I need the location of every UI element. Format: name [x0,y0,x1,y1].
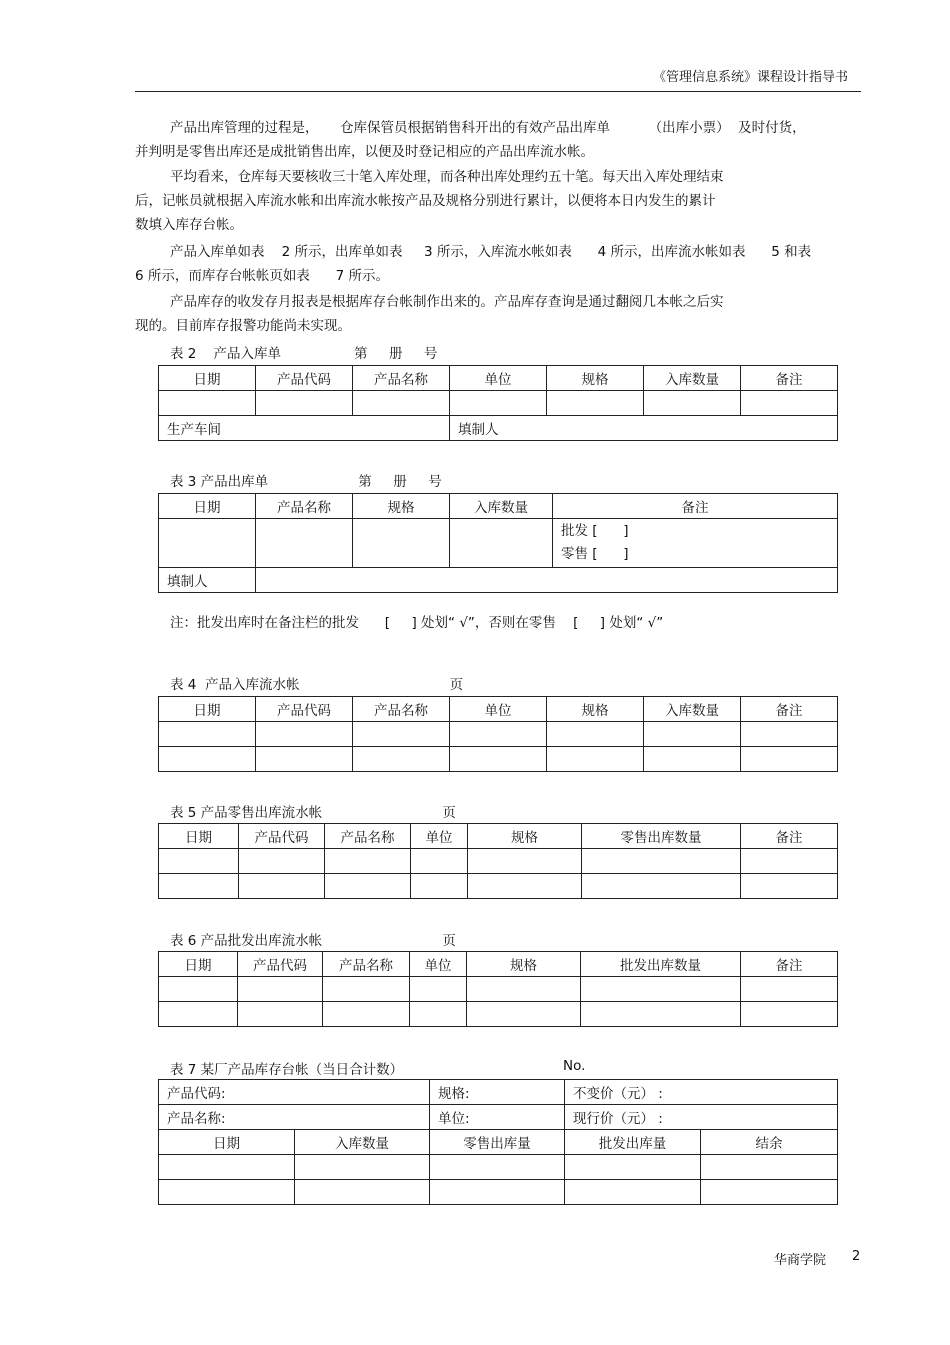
paragraph-line: 并判明是零售出库还是成批销售出库，以便及时登记相应的产品出库流水帐。 [135,144,594,160]
footer-school: 华商学院 [774,1253,827,1268]
table4-header: 规格 [547,697,644,722]
table3-header: 日期 [159,494,256,519]
table5-header: 日期 [159,824,239,849]
paragraph-line: 产品入库单如表 2 所示，出库单如表 3 所示，入库流水帐如表 4 所示，出库流水帐如表 5 和表 [170,244,812,260]
table6-header: 规格 [467,952,581,977]
table2-footer-preparer: 填制人 [450,416,838,441]
table5-header: 单位 [411,824,468,849]
table7-caption: 表 7 某厂产品库存台帐（当日合计数） [170,1062,404,1078]
table2-header: 日期 [159,366,256,391]
paragraph-line: 产品库存的收发存月报表是根据库存台帐制作出来的。产品库存查询是通过翻阅几本帐之后实 [170,294,724,310]
table7-number-label: No. [563,1058,586,1074]
table6-header: 单位 [410,952,467,977]
paragraph-line: 产品出库管理的过程是， 仓库保管员根据销售科开出的有效产品出库单 （出库小票） 及时付货， [170,120,806,136]
table7-header: 批发出库量 [565,1130,701,1155]
table4-header: 单位 [450,697,547,722]
table6-header: 产品名称 [323,952,410,977]
table5-header: 产品代码 [239,824,325,849]
table6-header: 产品代码 [238,952,323,977]
table2 [158,365,838,441]
product-code-field: 产品代码: [159,1080,430,1105]
page-number: 2 [852,1249,861,1264]
table2-header: 入库数量 [644,366,741,391]
table5-caption: 表 5 产品零售出库流水帐 页 [170,805,456,821]
table6-caption: 表 6 产品批发出库流水帐 页 [170,933,456,949]
table3-caption: 表 3 产品出库单 第 册 号 [170,474,442,490]
paragraph-3 [135,240,861,288]
table6 [158,951,838,1027]
table-row [159,519,838,568]
table-row [159,874,838,899]
table2-header: 产品代码 [256,366,353,391]
table7-header: 结余 [701,1130,838,1155]
table7-header: 零售出库量 [430,1130,565,1155]
table3-remark-cell [553,519,838,568]
header-rule [135,91,861,92]
paragraph-line: 现的。目前库存报警功能尚未实现。 [135,318,351,334]
table2-header: 单位 [450,366,547,391]
table2-caption: 表 2 产品入库单 第 册 号 [170,346,438,362]
table7 [158,1079,838,1205]
table5-header: 产品名称 [325,824,411,849]
table3-note: 注：批发出库时在备注栏的批发 [ ] 处划“ √”，否则在零售 [ ] 处划“ √” [170,615,664,631]
unit-field: 单位: [430,1105,565,1130]
paragraph-line: 6 所示，而库存台帐帐页如表 7 所示。 [135,268,390,284]
table5 [158,823,838,899]
current-price-field: 现行价（元） : [565,1105,838,1130]
product-name-field: 产品名称: [159,1105,430,1130]
table-row [159,722,838,747]
table3-header: 备注 [553,494,838,519]
header-title: 《管理信息系统》课程设计指导书 [652,70,848,85]
table4-header: 日期 [159,697,256,722]
table3-header: 入库数量 [450,494,553,519]
fixed-price-field: 不变价（元） : [565,1080,838,1105]
retail-checkbox-label: 零售 [ ] [561,546,629,562]
table7-header: 日期 [159,1130,295,1155]
paragraph-1 [135,116,861,164]
table4 [158,696,838,772]
table4-caption: 表 4 产品入库流水帐 页 [170,677,464,693]
paragraph-line: 数填入库存台帐。 [135,217,243,233]
wholesale-checkbox-label: 批发 [ ] [561,523,629,539]
table5-header: 备注 [741,824,838,849]
table4-header: 入库数量 [644,697,741,722]
table-row [159,849,838,874]
table-row [159,1002,838,1027]
spec-field: 规格: [430,1080,565,1105]
table2-footer-workshop: 生产车间 [159,416,450,441]
table6-header: 备注 [741,952,838,977]
table-row [159,391,838,416]
table-row [159,747,838,772]
paragraph-4 [135,290,861,338]
table6-header: 日期 [159,952,238,977]
table5-header: 零售出库数量 [582,824,741,849]
table7-header: 入库数量 [295,1130,430,1155]
table5-header: 规格 [468,824,582,849]
table2-header: 产品名称 [353,366,450,391]
table-row [159,977,838,1002]
paragraph-line: 后，记帐员就根据入库流水帐和出库流水帐按产品及规格分别进行累计，以便将本日内发生的累计 [135,193,716,209]
table4-header: 产品名称 [353,697,450,722]
paragraph-2 [135,165,861,237]
table3-footer-preparer: 填制人 [159,568,256,593]
table-row [159,1155,838,1180]
table3 [158,493,838,593]
table2-header: 备注 [741,366,838,391]
table-row [159,1180,838,1205]
table4-header: 备注 [741,697,838,722]
table3-header: 规格 [353,494,450,519]
table4-header: 产品代码 [256,697,353,722]
table6-header: 批发出库数量 [581,952,741,977]
table3-header: 产品名称 [256,494,353,519]
table2-header: 规格 [547,366,644,391]
paragraph-line: 平均看来，仓库每天要核收三十笔入库处理，而各种出库处理约五十笔。每天出入库处理结束 [170,169,724,185]
